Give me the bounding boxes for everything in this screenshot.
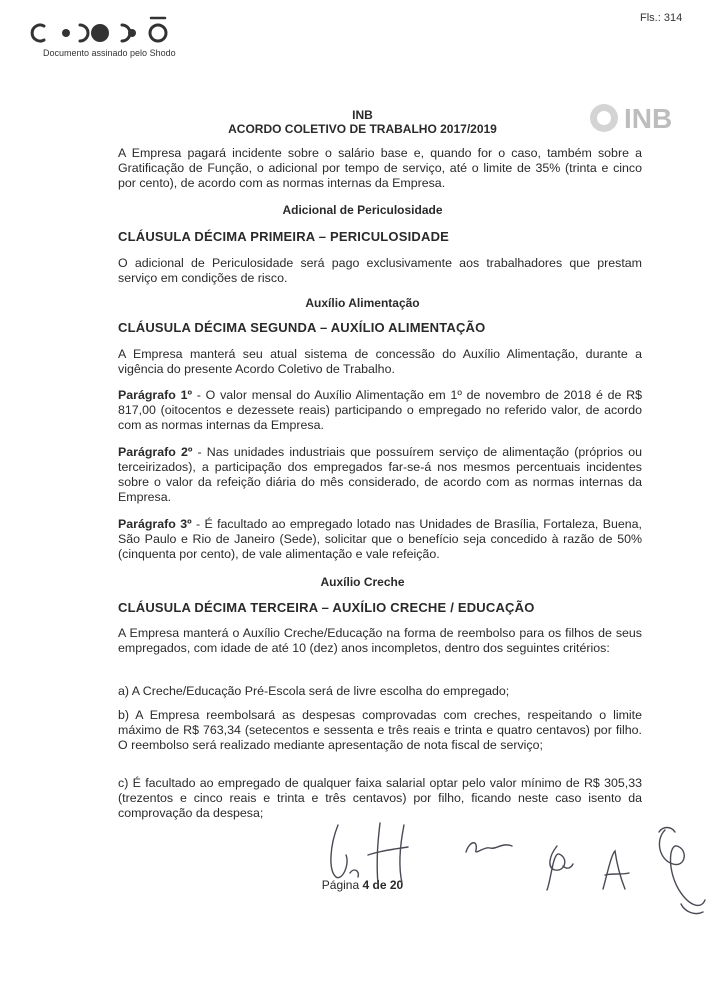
shodo-logo (30, 12, 180, 52)
paragraph-2 (118, 445, 642, 505)
paragraph-3-text: - É facultado ao empregado lotado nas Unidades de Brasília, Fortaleza, Buena, São Paulo e Rio de Janeiro (Sede), solicitar que o benefício seja concedido à razão de 50% (cinquenta por cento), de vale alimentação e vale refeição. (118, 517, 642, 561)
clause-11-title: CLÁUSULA DÉCIMA PRIMEIRA – PERICULOSIDADE (118, 229, 450, 244)
svg-text:INB: INB (624, 103, 673, 134)
paragraph-1-label: Parágrafo 1º (118, 388, 193, 402)
section-heading-alimentacao: Auxílio Alimentação (305, 296, 420, 310)
item-c: c) É facultado ao empregado de qualquer faixa salarial optar pelo valor mínimo de R$ 305,33 (trezentos e cinco reais e trinta e três centavos) por filho, ficando neste caso isento da comprovação da despesa; (118, 776, 642, 820)
signature-4 (595, 845, 635, 895)
signature-3 (535, 840, 585, 895)
document-title: ACORDO COLETIVO DE TRABALHO 2017/2019 (228, 122, 497, 136)
paragraph-2-text: - Nas unidades industriais que possuírem serviço de alimentação (próprios ou terceirizados), a participação dos empregados far-se-á nos mesmos percentuais incidentes sobre o valor da refeição diária do mês considerado, de acordo com as normas internas da Empresa. (118, 445, 642, 504)
item-b: b) A Empresa reembolsará as despesas comprovadas com creches, respeitando o limite máximo de R$ 763,34 (setecentos e sessenta e três reais e trinta e quatro centavos) por filho. O reembolso será realizado mediante apresentação de nota fiscal de serviço; (118, 708, 642, 752)
stamp-caption: Documento assinado pelo Shodo (43, 48, 176, 58)
clause-11-text: O adicional de Periculosidade será pago exclusivamente aos trabalhadores que prestam serviço em condições de risco. (118, 256, 642, 285)
footer-total-pages: 20 (389, 878, 404, 892)
org-name: INB (352, 108, 373, 122)
footer-page-word: Página (321, 878, 360, 892)
paragraph-3 (118, 517, 642, 562)
section-heading-creche: Auxílio Creche (320, 575, 405, 589)
paragraph-2-label: Parágrafo 2º (118, 445, 193, 459)
paragraph-3-label: Parágrafo 3º (118, 517, 192, 531)
signature-1 (320, 815, 420, 890)
page-reference: Fls.: 314 (640, 12, 683, 24)
item-a: a) A Creche/Educação Pré-Escola será de livre escolha do empregado; (118, 684, 510, 698)
clause-12-title: CLÁUSULA DÉCIMA SEGUNDA – AUXÍLIO ALIMENTAÇÃO (118, 320, 486, 335)
footer-of-word: de (372, 878, 387, 892)
clause-13-title: CLÁUSULA DÉCIMA TERCEIRA – AUXÍLIO CRECHE / EDUCAÇÃO (118, 600, 535, 615)
clause-13-text: A Empresa manterá o Auxílio Creche/Educação na forma de reembolso para os filhos de seus empregados, com idade de até 10 (dez) anos incompletos, dentro dos seguintes critérios: (118, 626, 642, 655)
inb-logo (586, 98, 698, 138)
clause-12-text: A Empresa manterá seu atual sistema de concessão do Auxílio Alimentação, durante a vigência do presente Acordo Coletivo de Trabalho. (118, 347, 642, 376)
paragraph-1 (118, 388, 642, 433)
section-heading-periculosidade: Adicional de Periculosidade (282, 203, 443, 217)
intro-paragraph: A Empresa pagará incidente sobre o salário base e, quando for o caso, também sobre a Gratificação de Função, o adicional por tempo de serviço, até o limite de 35% (trinta e cinco por cento), de acordo com as normas internas da Empresa. (118, 146, 642, 190)
footer-current-page: 4 (362, 878, 370, 892)
paragraph-1-text: - O valor mensal do Auxílio Alimentação em 1º de novembro de 2018 é de R$ 817,00 (oitocentos e dezessete reais) participando o empregado no referido valor, de acordo com as normas internas da Empresa. (118, 388, 642, 432)
signature-2 (460, 832, 520, 862)
signature-5 (645, 820, 715, 920)
